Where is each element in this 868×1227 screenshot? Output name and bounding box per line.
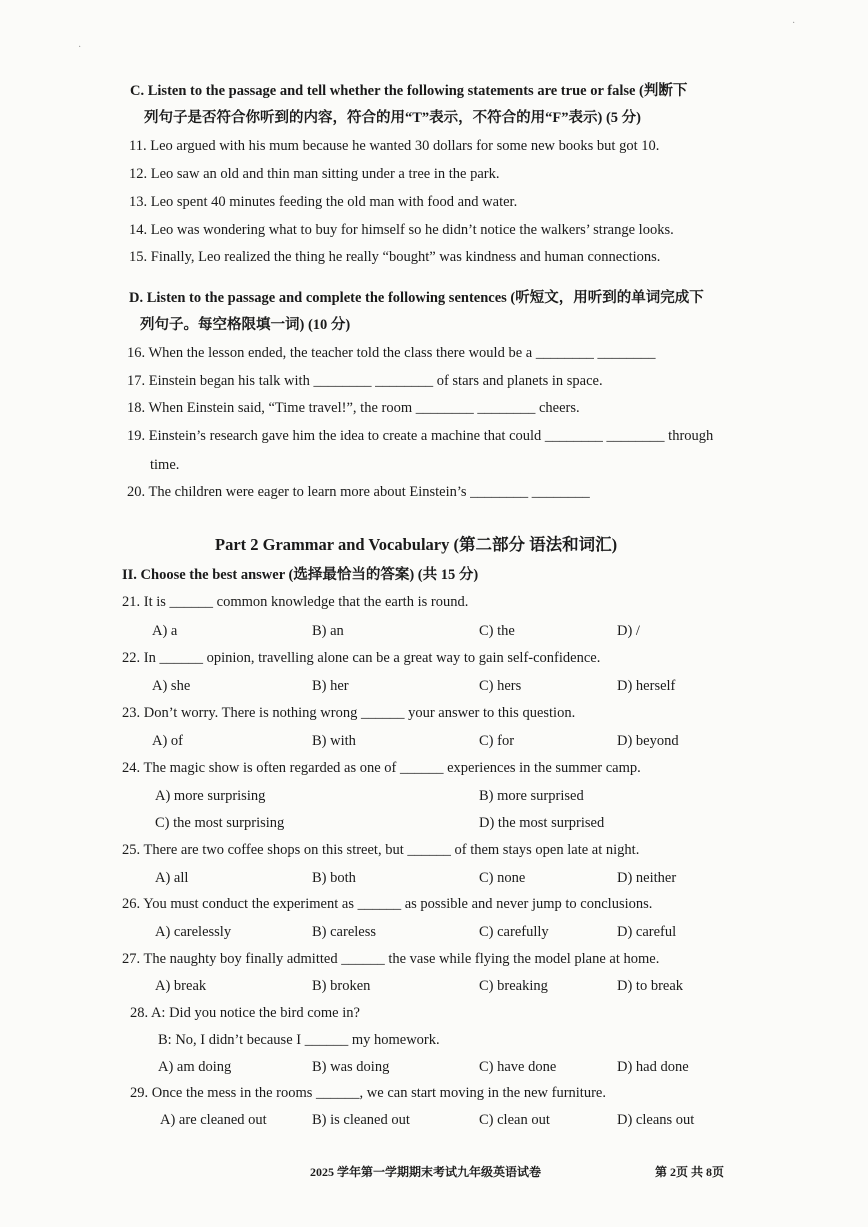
- option-29-b: B) is cleaned out: [312, 1112, 410, 1128]
- option-26-b: B) careless: [312, 924, 377, 940]
- option-28-b: B) was doing: [312, 1059, 390, 1075]
- option-22-a: A) she: [152, 678, 191, 694]
- option-27-d: D) to break: [617, 978, 684, 994]
- option-29-a: A) are cleaned out: [160, 1112, 267, 1128]
- option-25-a: A) all: [155, 870, 189, 886]
- option-21-d: D) /: [617, 623, 640, 639]
- option-27-c: C) breaking: [479, 978, 548, 994]
- question-25: 25. There are two coffee shops on this street, but ______ of them stays open late at night.: [122, 842, 640, 858]
- option-24-a: A) more surprising: [155, 788, 266, 804]
- question-24: 24. The magic show is often regarded as one of ______ experiences in the summer camp.: [122, 760, 641, 776]
- question-23: 23. Don’t worry. There is nothing wrong ______ your answer to this question.: [122, 705, 576, 721]
- question-28: 28. A: Did you notice the bird come in?: [130, 1005, 360, 1021]
- statement-13: 13. Leo spent 40 minutes feeding the old man with food and water.: [129, 194, 518, 210]
- option-23-d: D) beyond: [617, 733, 679, 749]
- option-27-b: B) broken: [312, 978, 371, 994]
- statement-14: 14. Leo was wondering what to buy for himself so he didn’t notice the walkers’ strange looks.: [129, 222, 674, 238]
- question-26: 26. You must conduct the experiment as ______ as possible and never jump to conclusions.: [122, 896, 653, 912]
- statement-11: 11. Leo argued with his mum because he wanted 30 dollars for some new books but got 10.: [129, 138, 660, 154]
- section-d-heading: D. Listen to the passage and complete the following sentences (听短文，用听到的单词完成下: [129, 290, 704, 306]
- option-25-d: D) neither: [617, 870, 677, 886]
- option-24-d: D) the most surprised: [479, 815, 605, 831]
- sentence-19: 19. Einstein’s research gave him the idea to create a machine that could ________ ________ through: [127, 428, 714, 444]
- question-28-reply: B: No, I didn’t because I ______ my homework.: [158, 1032, 440, 1048]
- option-21-b: B) an: [312, 623, 344, 639]
- question-22: 22. In ______ opinion, travelling alone can be a great way to gain self-confidence.: [122, 650, 601, 666]
- corner-dot: ·: [792, 18, 796, 29]
- option-21-a: A) a: [152, 623, 178, 639]
- option-29-d: D) cleans out: [617, 1112, 695, 1128]
- option-26-c: C) carefully: [479, 924, 549, 940]
- question-27: 27. The naughty boy finally admitted ______ the vase while flying the model plane at home.: [122, 951, 660, 967]
- section-c-heading: C. Listen to the passage and tell whether the following statements are true or false (判断下: [130, 83, 688, 99]
- option-29-c: C) clean out: [479, 1112, 550, 1128]
- option-26-d: D) careful: [617, 924, 677, 940]
- option-24-b: B) more surprised: [479, 788, 584, 804]
- sentence-20: 20. The children were eager to learn more about Einstein’s ________ ________: [127, 484, 590, 500]
- option-23-a: A) of: [152, 733, 184, 749]
- option-28-c: C) have done: [479, 1059, 557, 1075]
- question-29: 29. Once the mess in the rooms ______, we can start moving in the new furniture.: [130, 1085, 606, 1101]
- option-25-b: B) both: [312, 870, 356, 886]
- option-28-d: D) had done: [617, 1059, 689, 1075]
- option-23-c: C) for: [479, 733, 515, 749]
- option-24-c: C) the most surprising: [155, 815, 285, 831]
- footer-page-number: 第 2页 共 8页: [655, 1165, 725, 1179]
- sentence-16: 16. When the lesson ended, the teacher told the class there would be a ________ ________: [127, 345, 656, 361]
- footer-exam-title: 2025 学年第一学期期末考试九年级英语试卷: [310, 1165, 542, 1179]
- part2-title: Part 2 Grammar and Vocabulary (第二部分 语法和词汇): [215, 535, 618, 554]
- corner-dot: ·: [78, 42, 82, 53]
- option-28-a: A) am doing: [158, 1059, 232, 1075]
- statement-15: 15. Finally, Leo realized the thing he really “bought” was kindness and human connections.: [129, 249, 661, 265]
- option-22-b: B) her: [312, 678, 349, 694]
- option-26-a: A) carelessly: [155, 924, 232, 940]
- option-22-d: D) herself: [617, 678, 676, 694]
- option-25-c: C) none: [479, 870, 526, 886]
- section-d-heading-cont: 列句子。每空格限填一词) (10 分): [140, 317, 351, 333]
- section-c-heading-cont: 列句子是否符合你听到的内容，符合的用“T”表示，不符合的用“F”表示) (5 分): [144, 110, 642, 126]
- section-ii-heading: II. Choose the best answer (选择最恰当的答案) (共 15 分): [122, 567, 479, 583]
- statement-12: 12. Leo saw an old and thin man sitting under a tree in the park.: [129, 166, 500, 182]
- sentence-17: 17. Einstein began his talk with ________ ________ of stars and planets in space.: [127, 373, 603, 389]
- sentence-19-cont: time.: [150, 457, 180, 473]
- option-23-b: B) with: [312, 733, 356, 749]
- option-22-c: C) hers: [479, 678, 522, 694]
- option-21-c: C) the: [479, 623, 515, 639]
- question-21: 21. It is ______ common knowledge that the earth is round.: [122, 594, 469, 610]
- option-27-a: A) break: [155, 978, 207, 994]
- sentence-18: 18. When Einstein said, “Time travel!”, the room ________ ________ cheers.: [127, 400, 580, 416]
